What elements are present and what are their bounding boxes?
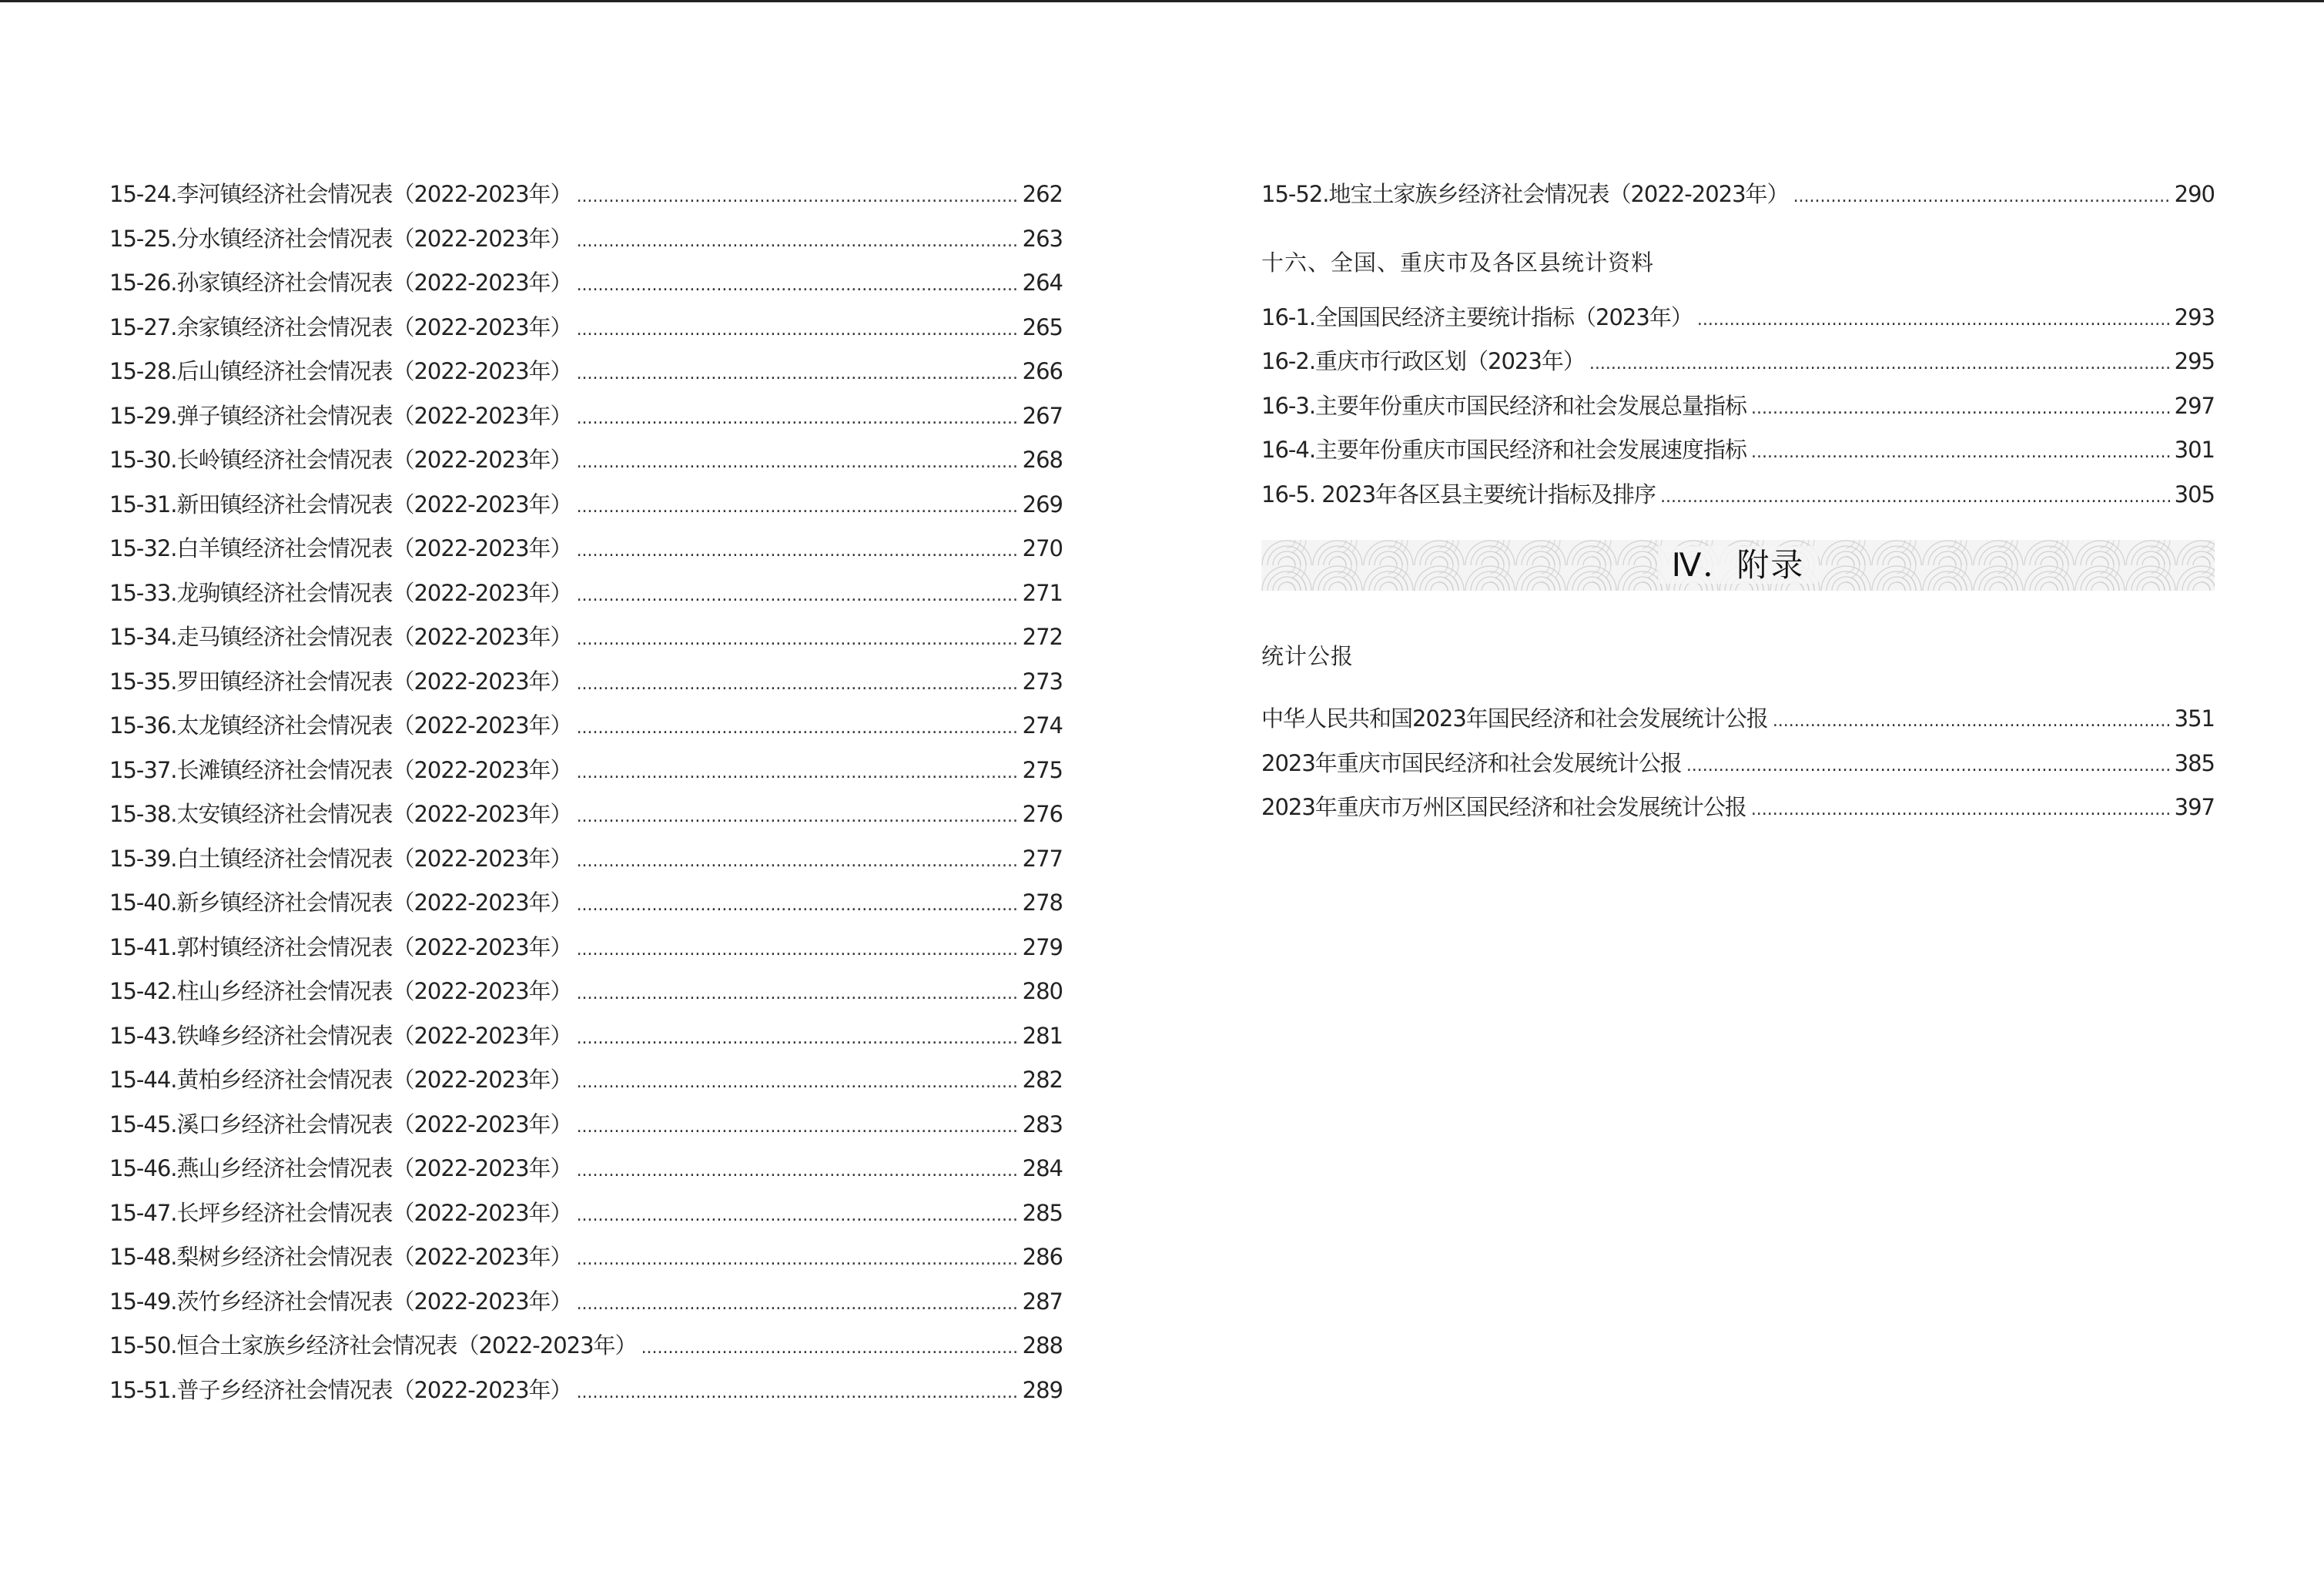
- toc-entry[interactable]: [1261, 746, 2215, 791]
- toc-entry-title: 15-33.龙驹镇经济社会情况表（2022-2023年）: [109, 579, 572, 606]
- toc-entry[interactable]: [109, 709, 1063, 753]
- toc-entry-page: 293: [2174, 303, 2215, 330]
- toc-entry-title: 15-41.郭村镇经济社会情况表（2022-2023年）: [109, 933, 572, 960]
- toc-leader-dots: [577, 494, 1018, 521]
- toc-entry-title: 15-40.新乡镇经济社会情况表（2022-2023年）: [109, 889, 572, 916]
- toc-entry-page: 274: [1022, 712, 1063, 739]
- toc-leader-dots: [577, 361, 1018, 387]
- toc-entry-page: 283: [1022, 1111, 1063, 1137]
- toc-entry-page: 262: [1022, 181, 1063, 207]
- toc-entry-page: 281: [1022, 1022, 1063, 1049]
- toc-entry-title: 15-36.太龙镇经济社会情况表（2022-2023年）: [109, 712, 572, 739]
- toc-leader-dots: [577, 229, 1018, 255]
- toc-entry[interactable]: [109, 1373, 1063, 1418]
- toc-leader-dots: [577, 1158, 1018, 1184]
- toc-entry-page: 284: [1022, 1155, 1063, 1181]
- toc-leader-dots: [577, 317, 1018, 343]
- toc-entry-title: 15-35.罗田镇经济社会情况表（2022-2023年）: [109, 668, 572, 695]
- toc-entry-page: 263: [1022, 225, 1063, 252]
- toc-entry[interactable]: [109, 753, 1063, 798]
- appendix-banner: [1261, 540, 2215, 591]
- toc-leader-dots: [577, 937, 1018, 963]
- toc-entry-title: 15-30.长岭镇经济社会情况表（2022-2023年）: [109, 447, 572, 473]
- toc-leader-dots: [1773, 709, 2170, 735]
- toc-leader-dots: [577, 406, 1018, 432]
- toc-entry-title: 16-4.主要年份重庆市国民经济和社会发展速度指标: [1261, 437, 1747, 463]
- section-heading-16: 十六、全国、重庆市及各区县统计资料: [1261, 249, 1655, 276]
- toc-entry[interactable]: [109, 354, 1063, 399]
- toc-leader-dots: [1751, 797, 2170, 823]
- toc-entry-page: 273: [1022, 668, 1063, 695]
- toc-leader-dots: [577, 583, 1018, 609]
- toc-leader-dots: [577, 1292, 1018, 1318]
- toc-leader-dots: [577, 981, 1018, 1007]
- toc-entry-title: 15-26.孙家镇经济社会情况表（2022-2023年）: [109, 270, 572, 296]
- appendix-title: Ⅳ．附录: [1658, 546, 1819, 584]
- toc-entry-title: 15-25.分水镇经济社会情况表（2022-2023年）: [109, 225, 572, 252]
- toc-entry-title: 15-52.地宝土家族乡经济社会情况表（2022-2023年）: [1261, 181, 1789, 207]
- toc-entry-title: 15-34.走马镇经济社会情况表（2022-2023年）: [109, 624, 572, 650]
- toc-leader-dots: [577, 715, 1018, 742]
- toc-entry[interactable]: [109, 797, 1063, 842]
- toc-entry-title: 中华人民共和国2023年国民经济和社会发展统计公报: [1261, 705, 1768, 732]
- toc-entry[interactable]: [109, 1328, 1063, 1373]
- toc-entry-page: 285: [1022, 1199, 1063, 1226]
- appendix-banner-label: [1261, 540, 2215, 591]
- toc-entry-page: 351: [2174, 705, 2215, 732]
- toc-entry[interactable]: [1261, 344, 2215, 389]
- toc-leader-dots: [577, 893, 1018, 919]
- toc-entry[interactable]: [109, 1019, 1063, 1064]
- toc-entry-page: 269: [1022, 491, 1063, 518]
- toc-leader-dots: [1589, 351, 2170, 377]
- toc-entry-title: 15-46.燕山乡经济社会情况表（2022-2023年）: [109, 1155, 572, 1181]
- toc-entry-page: 305: [2174, 481, 2215, 508]
- toc-entry[interactable]: [109, 1151, 1063, 1196]
- toc-entry-page: 278: [1022, 889, 1063, 916]
- toc-entry-page: 288: [1022, 1332, 1063, 1359]
- toc-entry[interactable]: [1261, 300, 2215, 345]
- toc-entry-page: 280: [1022, 978, 1063, 1004]
- toc-entry[interactable]: [109, 1063, 1063, 1107]
- toc-leader-dots: [577, 627, 1018, 653]
- toc-entry-title: 15-28.后山镇经济社会情况表（2022-2023年）: [109, 358, 572, 384]
- toc-entry[interactable]: [109, 1196, 1063, 1241]
- toc-entry-title: 15-44.黄柏乡经济社会情况表（2022-2023年）: [109, 1067, 572, 1093]
- toc-leader-dots: [577, 184, 1018, 210]
- toc-leader-dots: [1751, 396, 2170, 422]
- toc-entry-title: 15-43.铁峰乡经济社会情况表（2022-2023年）: [109, 1022, 572, 1049]
- toc-leader-dots: [577, 538, 1018, 565]
- toc-entry-page: 265: [1022, 313, 1063, 340]
- toc-leader-dots: [577, 450, 1018, 476]
- toc-leader-dots: [577, 1026, 1018, 1052]
- toc-leader-dots: [577, 1203, 1018, 1229]
- toc-leader-dots: [1697, 307, 2170, 333]
- toc-entry[interactable]: [109, 177, 1063, 222]
- toc-entry[interactable]: [109, 665, 1063, 709]
- toc-entry[interactable]: [109, 886, 1063, 930]
- toc-entry[interactable]: [109, 1240, 1063, 1285]
- toc-entry-title: 15-24.李河镇经济社会情况表（2022-2023年）: [109, 181, 572, 207]
- toc-entry[interactable]: [109, 399, 1063, 444]
- toc-leader-dots: [577, 804, 1018, 830]
- toc-leader-dots: [577, 849, 1018, 875]
- toc-leader-dots: [577, 1070, 1018, 1096]
- toc-entry[interactable]: [109, 310, 1063, 355]
- toc-entry-title: 15-31.新田镇经济社会情况表（2022-2023年）: [109, 491, 572, 518]
- toc-entry-page: 286: [1022, 1244, 1063, 1270]
- section-16-list: [1261, 300, 2215, 522]
- toc-entry-title: 15-32.白羊镇经济社会情况表（2022-2023年）: [109, 535, 572, 561]
- toc-entry-page: 268: [1022, 447, 1063, 473]
- toc-entry[interactable]: [109, 487, 1063, 532]
- toc-entry-title: 16-3.主要年份重庆市国民经济和社会发展总量指标: [1261, 392, 1747, 419]
- toc-entry-title: 16-1.全国国民经济主要统计指标（2023年）: [1261, 303, 1693, 330]
- toc-entry[interactable]: [109, 620, 1063, 665]
- toc-entry-page: 277: [1022, 845, 1063, 872]
- toc-entry-page: 290: [2174, 181, 2215, 207]
- toc-entry-title: 15-48.梨树乡经济社会情况表（2022-2023年）: [109, 1244, 572, 1270]
- toc-entry-page: 287: [1022, 1288, 1063, 1315]
- toc-entry-page: 289: [1022, 1376, 1063, 1403]
- toc-leader-dots: [641, 1335, 1018, 1362]
- toc-leader-dots: [1793, 184, 2170, 210]
- toc-entry-page: 267: [1022, 402, 1063, 429]
- toc-entry-title: 15-50.恒合土家族乡经济社会情况表（2022-2023年）: [109, 1332, 637, 1359]
- toc-entry[interactable]: [109, 1285, 1063, 1329]
- toc-entry-title: 16-2.重庆市行政区划（2023年）: [1261, 348, 1585, 374]
- toc-entry-title: 2023年重庆市万州区国民经济和社会发展统计公报: [1261, 794, 1746, 820]
- toc-leader-dots: [1751, 440, 2170, 466]
- toc-entry-page: 385: [2174, 749, 2215, 776]
- toc-entry[interactable]: [109, 266, 1063, 310]
- toc-entry-page: 276: [1022, 801, 1063, 827]
- toc-entry-title: 15-47.长坪乡经济社会情况表（2022-2023年）: [109, 1199, 572, 1226]
- toc-entry-title: 15-37.长滩镇经济社会情况表（2022-2023年）: [109, 756, 572, 783]
- toc-entry[interactable]: [1261, 389, 2215, 434]
- toc-leader-dots: [1660, 484, 2170, 511]
- toc-leader-dots: [1686, 753, 2170, 779]
- toc-entry-title: 15-51.普子乡经济社会情况表（2022-2023年）: [109, 1376, 572, 1403]
- toc-entry-page: 279: [1022, 933, 1063, 960]
- toc-entry-page: 301: [2174, 437, 2215, 463]
- top-border: [0, 0, 2324, 2]
- toc-entry[interactable]: [109, 842, 1063, 886]
- toc-leader-dots: [577, 1380, 1018, 1406]
- toc-entry-page: 272: [1022, 624, 1063, 650]
- toc-entry[interactable]: [1261, 790, 2215, 835]
- toc-entry[interactable]: [109, 930, 1063, 975]
- toc-leader-dots: [577, 273, 1018, 299]
- toc-leader-dots: [577, 1247, 1018, 1273]
- toc-entry[interactable]: [1261, 433, 2215, 477]
- toc-entry[interactable]: [1261, 702, 2215, 746]
- toc-entry[interactable]: [109, 1107, 1063, 1152]
- toc-leader-dots: [577, 760, 1018, 786]
- toc-entry-page: 297: [2174, 392, 2215, 419]
- toc-entry[interactable]: [109, 443, 1063, 487]
- toc-entry-title: 2023年重庆市国民经济和社会发展统计公报: [1261, 749, 1682, 776]
- bulletin-list: [1261, 702, 2215, 835]
- toc-entry-title: 15-38.太安镇经济社会情况表（2022-2023年）: [109, 801, 572, 827]
- toc-entry-page: 295: [2174, 348, 2215, 374]
- toc-entry-title: 16-5. 2023年各区县主要统计指标及排序: [1261, 481, 1656, 508]
- toc-entry-title: 15-27.余家镇经济社会情况表（2022-2023年）: [109, 313, 572, 340]
- toc-entry-title: 15-45.溪口乡经济社会情况表（2022-2023年）: [109, 1111, 572, 1137]
- toc-entry-page: 266: [1022, 358, 1063, 384]
- toc-entry-page: 271: [1022, 579, 1063, 606]
- toc-entry-page: 270: [1022, 535, 1063, 561]
- toc-entry[interactable]: [109, 576, 1063, 621]
- toc-leader-dots: [577, 672, 1018, 698]
- toc-entry-title: 15-42.柱山乡经济社会情况表（2022-2023年）: [109, 978, 572, 1004]
- toc-entry[interactable]: [109, 531, 1063, 576]
- toc-entry-page: 275: [1022, 756, 1063, 783]
- toc-right-column: [1261, 177, 2215, 835]
- toc-entry-page: 282: [1022, 1067, 1063, 1093]
- toc-entry-title: 15-29.弹子镇经济社会情况表（2022-2023年）: [109, 402, 572, 429]
- toc-entry-title: 15-49.茨竹乡经济社会情况表（2022-2023年）: [109, 1288, 572, 1315]
- section-heading-bulletin: 统计公报: [1261, 643, 1355, 669]
- toc-entry[interactable]: [109, 222, 1063, 266]
- toc-entry[interactable]: [109, 974, 1063, 1019]
- toc-entry-title: 15-39.白土镇经济社会情况表（2022-2023年）: [109, 845, 572, 872]
- toc-entry-page: 264: [1022, 270, 1063, 296]
- toc-entry[interactable]: [1261, 177, 2215, 222]
- toc-entry[interactable]: [1261, 477, 2215, 522]
- toc-leader-dots: [577, 1114, 1018, 1141]
- toc-entry-page: 397: [2174, 794, 2215, 820]
- toc-left-column: [109, 177, 1063, 1417]
